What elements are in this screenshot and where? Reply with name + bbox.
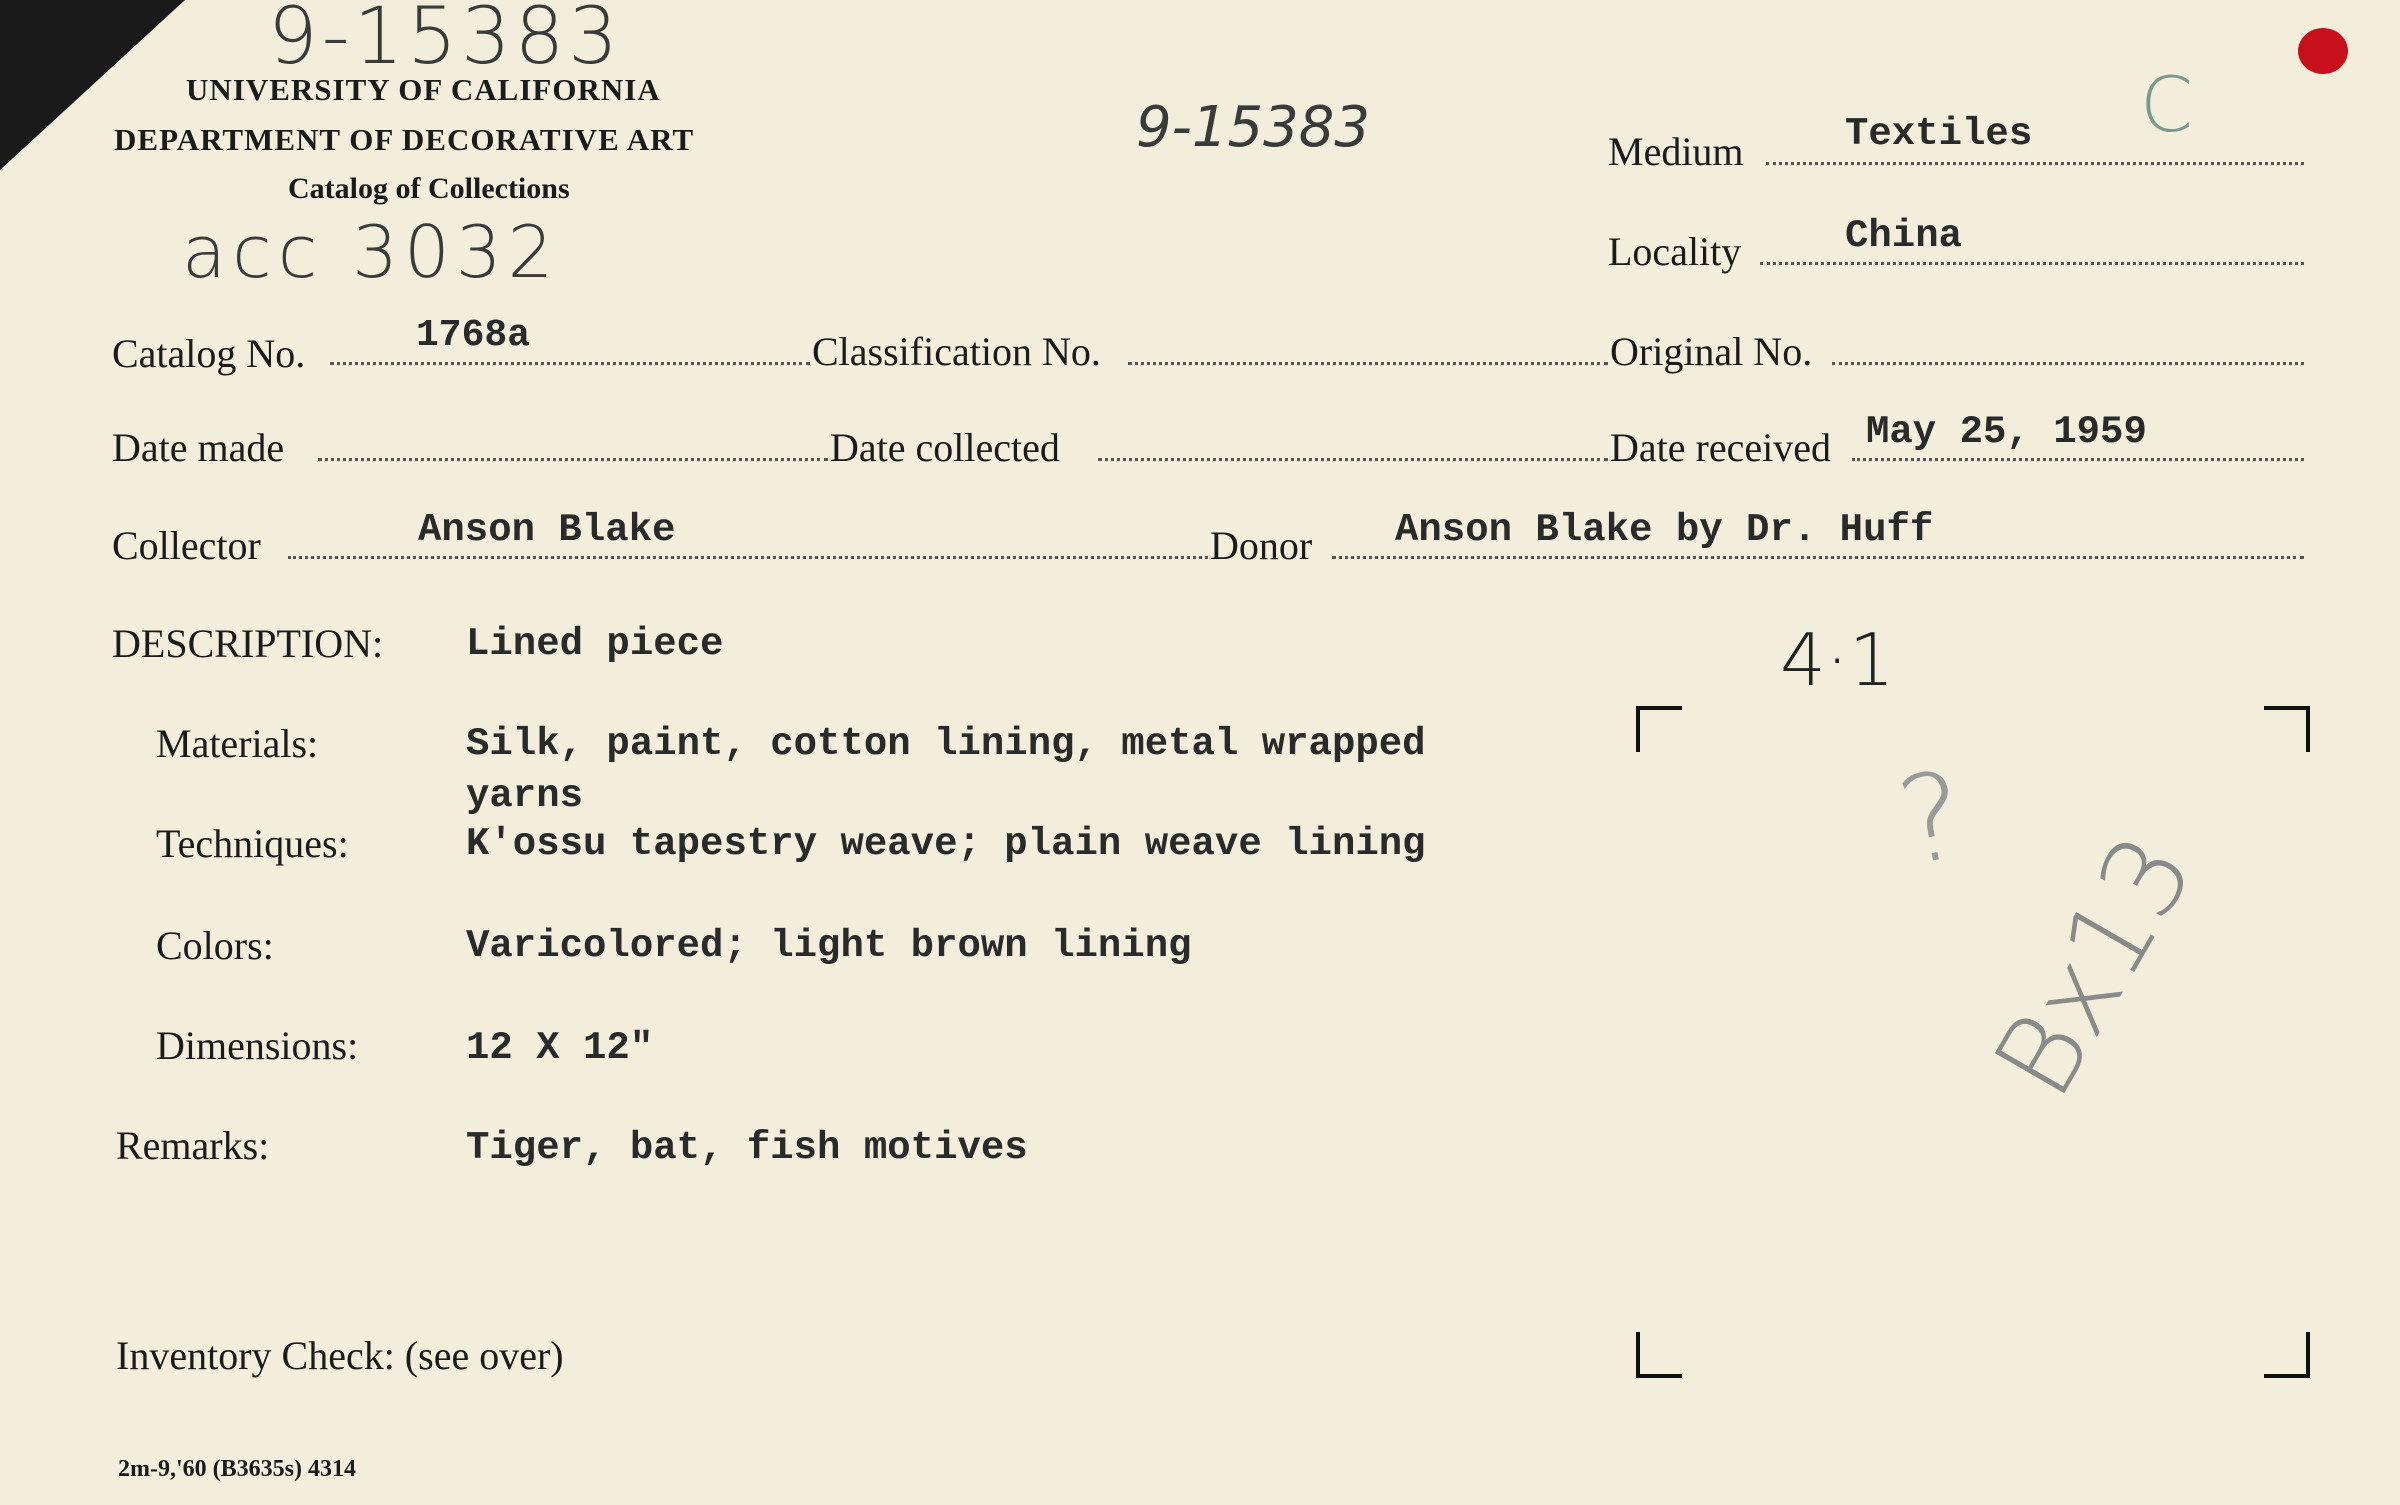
handwritten-question-mark: ? bbox=[1888, 745, 1976, 894]
handwritten-box-note: Bx13 bbox=[1969, 814, 2219, 1118]
handwritten-check-mark: C bbox=[2140, 60, 2194, 149]
medium-value: Textiles bbox=[1845, 112, 2033, 156]
description-value: Lined piece bbox=[466, 622, 724, 666]
collector-value: Anson Blake bbox=[418, 508, 676, 552]
date-received-dotted-line bbox=[1852, 458, 2304, 461]
catalog-no-label: Catalog No. bbox=[112, 331, 306, 376]
locality-value: China bbox=[1845, 214, 1963, 258]
medium-dotted-line bbox=[1766, 162, 2304, 165]
red-seal-dot bbox=[2298, 28, 2348, 74]
inventory-check: Inventory Check: (see over) bbox=[116, 1333, 564, 1378]
remarks-value: Tiger, bat, fish motives bbox=[466, 1126, 1028, 1170]
techniques-label: Techniques: bbox=[156, 821, 349, 866]
donor-label: Donor bbox=[1210, 523, 1313, 568]
catalog-no-value: 1768a bbox=[416, 314, 531, 357]
header-department: DEPARTMENT OF DECORATIVE ART bbox=[114, 122, 695, 157]
date-received-value: May 25, 1959 bbox=[1866, 410, 2147, 454]
date-made-dotted-line bbox=[318, 458, 828, 461]
date-collected-dotted-line bbox=[1098, 458, 1608, 461]
handwritten-acc-number: acc 3032 bbox=[182, 210, 560, 294]
original-no-dotted-line bbox=[1832, 362, 2304, 365]
original-no-label: Original No. bbox=[1610, 329, 1813, 374]
description-label: DESCRIPTION: bbox=[112, 621, 384, 666]
photo-bracket-bottom-right bbox=[2264, 1332, 2310, 1378]
header-university: UNIVERSITY OF CALIFORNIA bbox=[186, 72, 661, 107]
handwritten-top-number: 9-15383 bbox=[268, 0, 622, 82]
handwritten-mid-number: 9-15383 bbox=[1136, 95, 1370, 160]
colors-value: Varicolored; light brown lining bbox=[466, 924, 1192, 968]
materials-value-line1: Silk, paint, cotton lining, metal wrapped bbox=[466, 722, 1426, 766]
photo-bracket-top-right bbox=[2264, 706, 2310, 752]
form-code: 2m-9,'60 (B3635s) 4314 bbox=[118, 1456, 356, 1482]
classification-no-label: Classification No. bbox=[812, 329, 1101, 374]
materials-value-line2: yarns bbox=[466, 774, 584, 818]
date-made-label: Date made bbox=[112, 425, 285, 470]
catalog-no-dotted-line bbox=[330, 362, 810, 365]
date-received-label: Date received bbox=[1610, 425, 1831, 470]
photo-bracket-top-left bbox=[1636, 706, 1682, 752]
dimensions-value: 12 X 12" bbox=[466, 1026, 654, 1070]
colors-label: Colors: bbox=[156, 923, 274, 968]
photo-bracket-bottom-left bbox=[1636, 1332, 1682, 1378]
medium-label: Medium bbox=[1608, 129, 1744, 174]
dimensions-label: Dimensions: bbox=[156, 1023, 359, 1068]
header-catalog: Catalog of Collections bbox=[288, 172, 570, 205]
techniques-value: K'ossu tapestry weave; plain weave lining bbox=[466, 822, 1426, 866]
collector-dotted-line bbox=[288, 556, 1208, 559]
collector-label: Collector bbox=[112, 523, 261, 568]
donor-value: Anson Blake by Dr. Huff bbox=[1395, 508, 1934, 552]
locality-dotted-line bbox=[1760, 262, 2304, 265]
date-collected-label: Date collected bbox=[830, 425, 1060, 470]
locality-label: Locality bbox=[1608, 229, 1742, 274]
classification-no-dotted-line bbox=[1128, 362, 1608, 365]
donor-dotted-line bbox=[1332, 556, 2304, 559]
handwritten-location-code: 4·1 bbox=[1780, 618, 1895, 702]
materials-label: Materials: bbox=[156, 721, 319, 766]
remarks-label: Remarks: bbox=[116, 1123, 270, 1168]
